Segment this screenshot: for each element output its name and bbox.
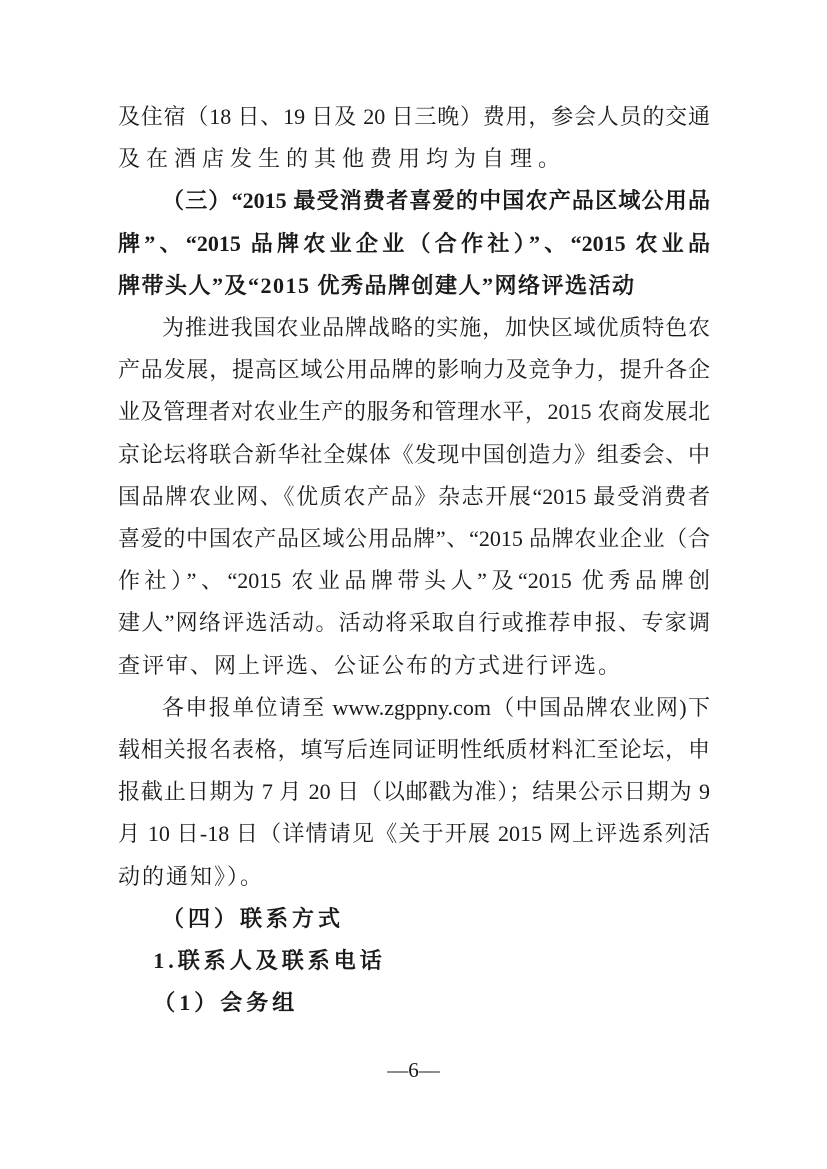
- paragraph-line: 国品牌农业网、《优质农产品》杂志开展“2015 最受消费者: [118, 483, 710, 509]
- paragraph-line: 报截止日期为 7 月 20 日（以邮戳为准）；结果公示日期为 9: [118, 779, 710, 805]
- paragraph-line: 查评审、网上评选、公证公布的方式进行评选。: [118, 652, 623, 678]
- section-heading-line: （三）“2015 最受消费者喜爱的中国农产品区域公用品: [162, 188, 710, 214]
- paragraph-line: 作社）”、“2015 农业品牌带头人”及“2015 优秀品牌创: [118, 568, 710, 594]
- subheading-line: （1）会务组: [153, 990, 299, 1016]
- page-number: —6—: [387, 1058, 440, 1082]
- section-heading-line: （四）联系方式: [162, 905, 345, 931]
- paragraph-line: 产品发展，提高区域公用品牌的影响力及竞争力，提升各企: [118, 357, 710, 383]
- paragraph-line: 及在酒店发生的其他费用均为自理。: [118, 146, 567, 172]
- document-body: [118, 96, 710, 1024]
- section-heading-line: 牌”、“2015 品牌农业企业（合作社）”、“2015 农业品: [118, 230, 710, 256]
- paragraph-line: 喜爱的中国农产品区域公用品牌”、“2015 品牌农业企业（合: [118, 526, 710, 552]
- paragraph-line: 为推进我国农业品牌战略的实施，加快区域优质特色农: [162, 315, 710, 341]
- page-footer: [0, 1055, 827, 1085]
- section-heading-line: 牌带头人”及“2015 优秀品牌创建人”网络评选活动: [118, 272, 636, 298]
- paragraph-line: 及住宿（18 日、19 日及 20 日三晚）费用，参会人员的交通: [118, 104, 710, 129]
- paragraph-line: 京论坛将联合新华社全媒体《发现中国创造力》组委会、中: [118, 441, 710, 467]
- paragraph-line: 月 10 日-18 日（详情请见《关于开展 2015 网上评选系列活: [118, 821, 710, 847]
- paragraph-line: 业及管理者对农业生产的服务和管理水平，2015 农商发展北: [118, 399, 710, 425]
- paragraph-line: 载相关报名表格，填写后连同证明性纸质材料汇至论坛，申: [118, 737, 710, 763]
- subheading-line: 1.联系人及联系电话: [153, 948, 386, 974]
- paragraph-line: 动的通知》）。: [118, 863, 265, 889]
- paragraph-line: 各申报单位请至 www.zgppny.com（中国品牌农业网)下: [162, 694, 710, 720]
- paragraph-line: 建人”网络评选活动。活动将采取自行或推荐申报、专家调: [118, 610, 710, 636]
